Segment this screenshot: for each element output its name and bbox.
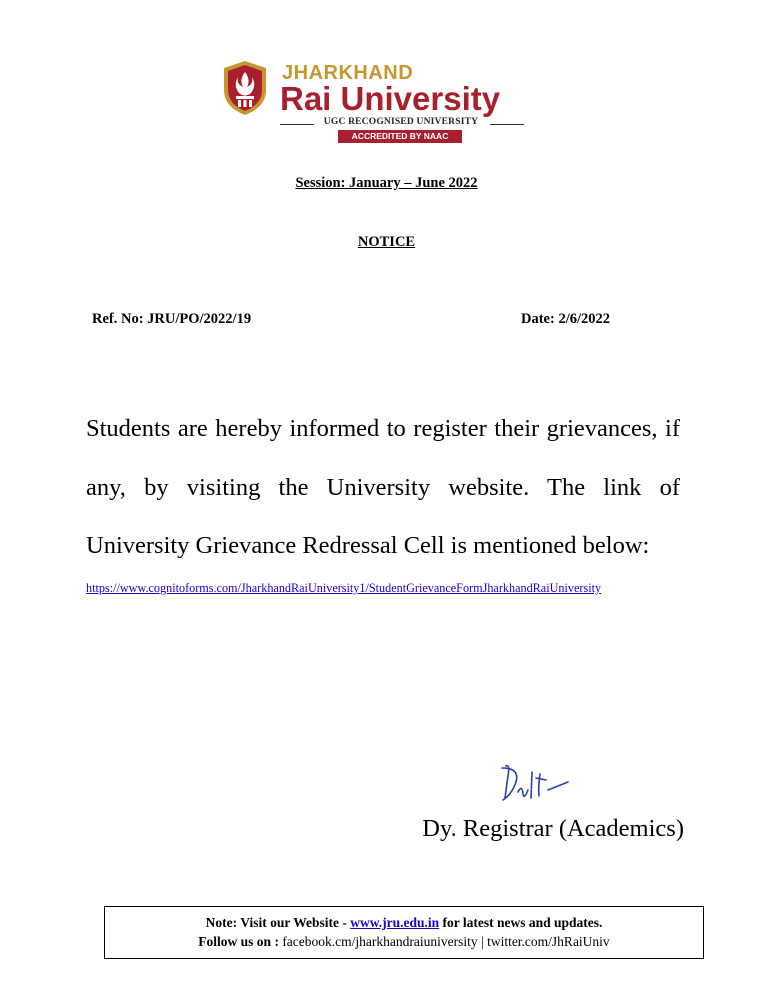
reference-number: Ref. No: JRU/PO/2022/19 — [92, 311, 252, 327]
logo-tagline: UGC RECOGNISED UNIVERSITY — [323, 117, 479, 127]
website-link[interactable]: www.jru.edu.in — [350, 915, 440, 930]
follow-label: Follow us on : — [198, 934, 279, 949]
logo-title-line1: JHARKHAND — [282, 62, 414, 84]
grievance-form-link[interactable]: https://www.cognitoforms.com/JharkhandRaiUniversity1/StudentGrievanceFormJharkhandRaiUniversity — [86, 581, 602, 595]
footer-note-suffix: for latest news and updates. — [439, 915, 603, 930]
logo-title-line2: Rai University — [280, 80, 501, 117]
signatory-title: Dy. Registrar (Academics) — [422, 815, 684, 842]
footer-note-prefix: Note: Visit our Website - — [205, 915, 351, 930]
social-links[interactable]: facebook.cm/jharkhandraiuniversity | twitter.com/JhRaiUniv — [278, 934, 610, 949]
university-logo — [222, 60, 542, 144]
footer-box — [104, 906, 704, 959]
crest-icon — [222, 60, 268, 116]
accreditation-badge: ACCREDITED BY NAAC — [338, 130, 462, 143]
footer-social — [105, 932, 703, 951]
signature-icon — [496, 756, 572, 808]
logo-rule-right — [490, 124, 524, 125]
notice-date: Date: 2/6/2022 — [521, 311, 610, 327]
notice-heading: NOTICE — [357, 234, 416, 250]
session-title: Session: January – June 2022 — [295, 175, 478, 191]
notice-body: Students are hereby informed to register their grievances, if any, by visiting the University website. The link of University Grievance Redressal Cell is mentioned below: — [86, 415, 680, 559]
logo-rule-left — [280, 124, 314, 125]
footer-note — [105, 913, 703, 932]
